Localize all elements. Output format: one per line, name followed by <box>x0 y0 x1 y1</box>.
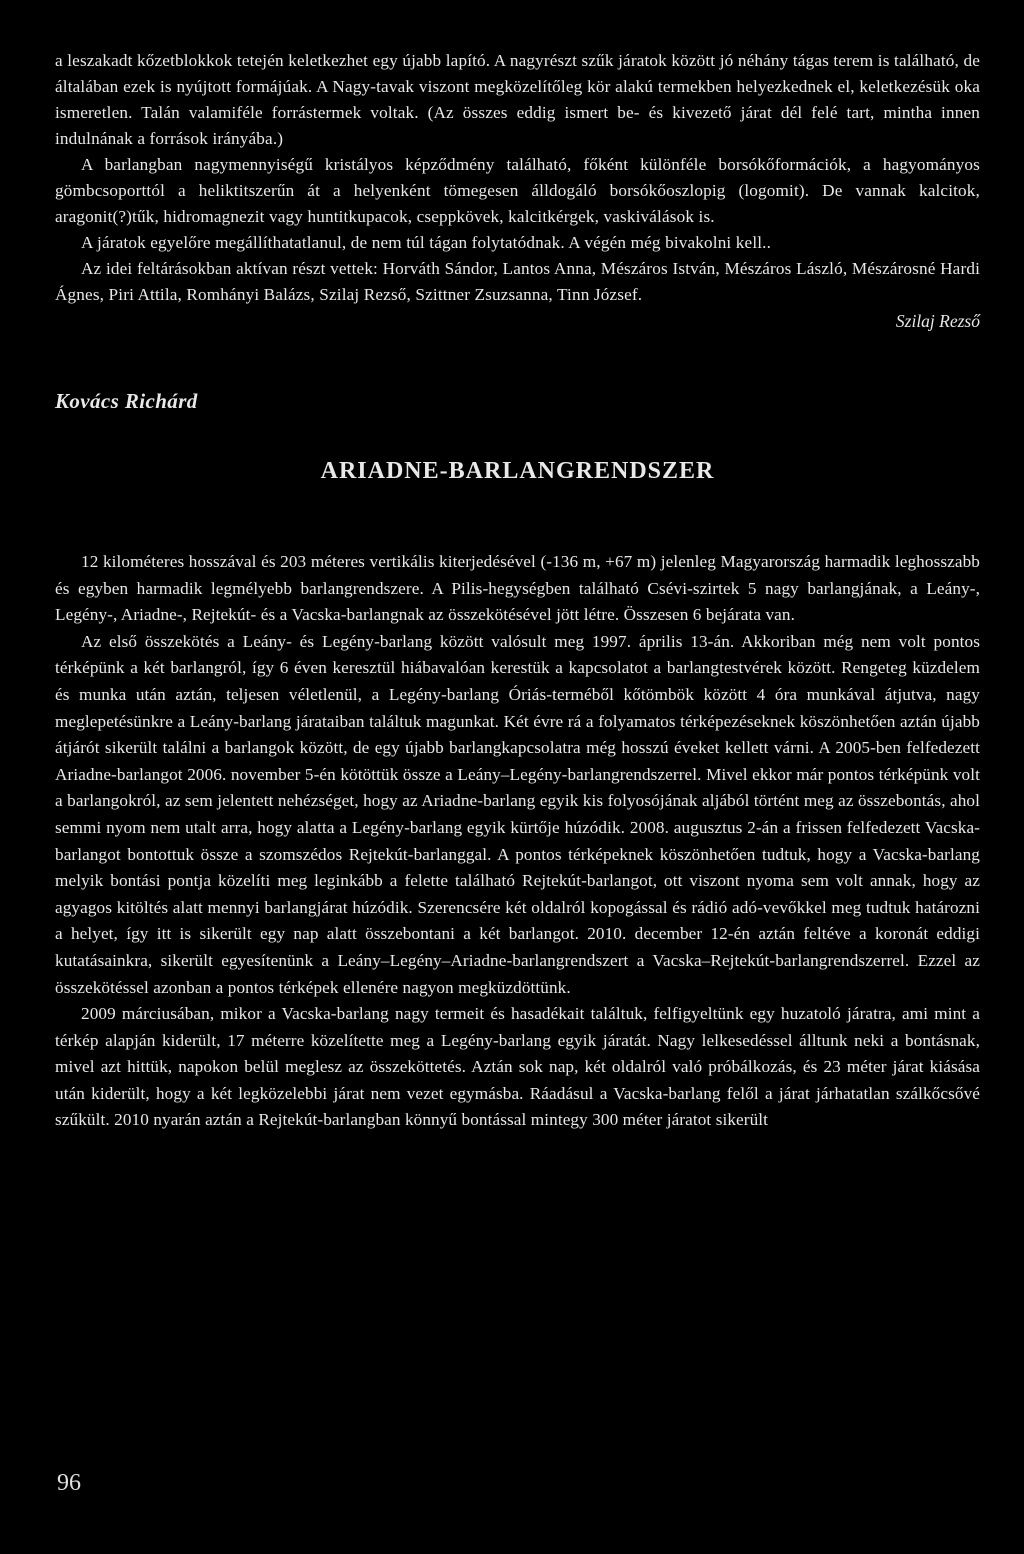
signature: Szilaj Rezső <box>895 311 980 331</box>
page-content <box>55 48 980 1134</box>
paragraph: a leszakadt kőzetblokkok tetején keletkezhet egy újabb lapító. A nagyrészt szűk járatok között jó néhány tágas terem is található, de általában ezek is nyújtott formájúak. A Nagy-tavak viszont megközelítőleg kör alakú termekben helyezkednek el, keletkezésük oka ismeretlen. Talán valamiféle forrástermek voltak. (Az összes eddig ismert be- és kivezető járat dél felé tart, mintha innen indulnának a források irányába.) <box>55 51 980 148</box>
page-number: 96 <box>57 1470 81 1496</box>
previous-article-ending <box>55 48 980 334</box>
paragraph: A barlangban nagymennyiségű kristályos képződmény található, főként különféle borsókőformációk, a hagyományos gömbcsoporttól a heliktitszerűn át a helyenként tömegesen álldogáló borsókőoszlopig (logomit). De vannak kalcitok, aragonit(?)tűk, hidromagnezit vagy huntitkupacok, cseppkövek, kalcitkérgek, vaskiválások is. <box>55 155 980 226</box>
article-author: Kovács Richárd <box>55 389 198 413</box>
paragraph: A járatok egyelőre megállíthatatlanul, de nem túl tágan folytatódnak. A végén még bivakolni kell.. <box>81 233 772 252</box>
paragraph: 12 kilométeres hosszával és 203 méteres vertikális kiterjedésével (-136 m, +67 m) jelenleg Magyarország harmadik leghosszabb és egyben harmadik legmélyebb barlangrendszere. A Pilis-hegységben található Csévi-szirtek 5 nagy barlangjának, a Leány-, Legény-, Ariadne-, Rejtekút- és a Vacska-barlangnak az összekötésével jött létre. Összesen 6 bejárata van. <box>55 552 980 625</box>
article-title: ARIADNE-BARLANGRENDSZER <box>320 458 715 484</box>
paragraph: Az idei feltárásokban aktívan részt vettek: Horváth Sándor, Lantos Anna, Mészáros István, Mészáros László, Mészárosné Hardi Ágnes, Piri Attila, Romhányi Balázs, Szilaj Rezső, Szittner Zsuzsanna, Tinn József. <box>55 259 980 304</box>
paragraph: 2009 márciusában, mikor a Vacska-barlang nagy termeit és hasadékait találtuk, felfigyeltünk egy huzatoló járatra, ami mint a térkép alapján kiderült, 17 méterre közelítette meg a Legény-barlang egyik járatát. Nagy lelkesedéssel álltunk neki a bontásnak, mivel azt hittük, napokon belül meglesz az összeköttetés. Aztán sok nap, két oldalról való próbálkozás, és 23 méter járat kiásása után kiderült, hogy a két legközelebbi járat nem vezet egymásba. Ráadásul a Vacska-barlang felől a járat járhatatlan szálkőcsővé szűkült. 2010 nyarán aztán a Rejtekút-barlangban könnyű bontással mintegy 300 méter járatot sikerült <box>55 1004 980 1130</box>
article-body <box>55 549 980 1134</box>
paragraph: Az első összekötés a Leány- és Legény-barlang között valósult meg 1997. április 13-án. Akkoriban még nem volt pontos térképünk a két barlangról, így 6 éven keresztül hiábavalóan kerestük a kapcsolatot a barlangtestvérek között. Rengeteg küzdelem és munka után aztán, teljesen véletlenül, a Legény-barlang Óriás-terméből kőtömbök között 4 óra munkával átjutva, nagy meglepetésünkre a Leány-barlang járataiban találtuk magunkat. Két évre rá a folyamatos térképezéseknek köszönhetően aztán újabb átjárót sikerült találni a barlangok között, de egy újabb barlangkapcsolatra még hosszú éveket kellett várni. A 2005-ben felfedezett Ariadne-barlangot 2006. november 5-én kötöttük össze a Leány–Legény-barlangrendszerrel. Mivel ekkor már pontos térképünk volt a barlangokról, az sem jelentett nehézséget, hogy az Ariadne-barlang egyik kis folyosójának aljából történt meg az összebontás, ahol semmi nyom nem utalt arra, hogy alatta a Legény-barlang egyik kürtője húzódik. 2008. augusztus 2-án a frissen felfedezett Vacska-barlangot bontottuk össze a szomszédos Rejtekút-barlanggal. A pontos térképeknek köszönhetően tudtuk, hogy a Vacska-barlang melyik bontási pontja közelíti meg leginkább a felette található Rejtekút-barlangot, ott viszont nyoma sem volt annak, hogy az agyagos kitöltés alatt mennyi barlangjárat húzódik. Szerencsére két oldalról kopogással és rádió adó-vevőkkel meg tudtuk határozni a helyet, így itt is sikerült egy nap alatt összebontani a két barlangot. 2010. december 12-én aztán feltéve a koronát eddigi kutatásainkra, sikerült egyesítenünk a Leány–Legény–Ariadne-barlangrendszert a Vacska–Rejtekút-barlangrendszerrel. Ezzel az összekötéssel azonban a pontos térképek ellenére nagyon megküzdöttünk. <box>55 631 980 997</box>
